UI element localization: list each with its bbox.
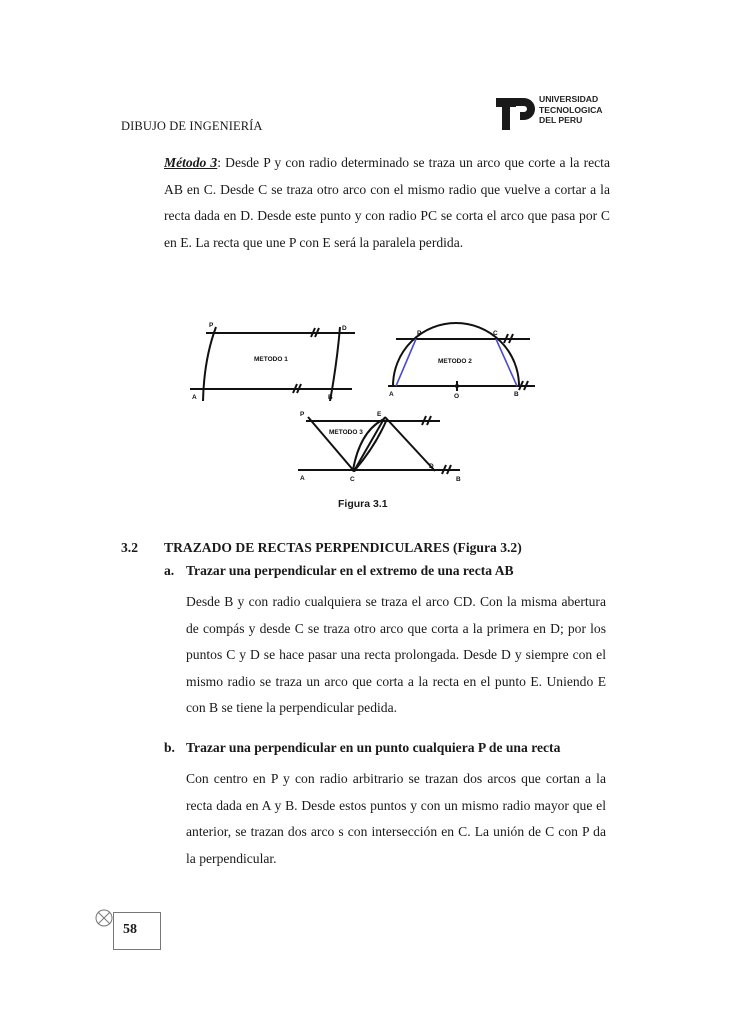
page-number-box [113, 912, 161, 950]
m3-line-ce [354, 417, 385, 471]
metodo3-paragraph [164, 150, 610, 256]
sub-a-paragraph: Desde B y con radio cualquiera se traza el arco CD. Con la misma abertura de compás y desde C se traza otro arco que corta a la primera en D; por los puntos C y D se hace pasar una recta prolongada. Desde D y siempre con el mismo radio se traza un arco que corta a la recta en el punto E. Uniendo E con B se tiene la perpendicular pedida. [186, 594, 606, 715]
m3-title: METODO 3 [329, 429, 363, 436]
m3-label-d: D [429, 463, 434, 470]
header-title: DIBUJO DE INGENIERÍA [121, 119, 263, 133]
m3-label-b: B [456, 476, 461, 483]
m1-label-b: B [328, 394, 333, 401]
m3-label-a: A [300, 475, 305, 482]
utp-logo-icon [494, 92, 538, 134]
logo-line: TECNOLOGICA [539, 104, 603, 115]
section-number: 3.2 [121, 540, 138, 555]
sub-b-title: Trazar una perpendicular en un punto cualquiera P de una recta [186, 740, 561, 755]
logo-text [539, 94, 603, 126]
m2-label-c: C [493, 330, 498, 337]
m3-point-c [352, 468, 356, 472]
m2-semicircle [393, 323, 519, 386]
m2-label-b: B [514, 391, 519, 398]
m3-label-p: P [300, 411, 305, 418]
m2-title: METODO 2 [438, 358, 472, 365]
m1-label-a: A [192, 394, 197, 401]
logo-line: UNIVERSIDAD [539, 94, 599, 104]
m3-label-e: E [377, 411, 382, 418]
sub-b-paragraph: Con centro en P y con radio arbitrario se trazan dos arcos que cortan a la recta dada en A y B. Desde estos puntos y con un mismo radio mayor que el anterior, se trazan dos arco s con intersección en C. La unión de C con P da la perpendicular. [186, 771, 606, 866]
section-title: TRAZADO DE RECTAS PERPENDICULARES (Figura 3.2) [164, 540, 522, 555]
m3-label-c: C [350, 476, 355, 483]
metodo3-label: Método 3 [164, 155, 218, 170]
sub-a-title: Trazar una perpendicular en el extremo de una recta AB [186, 563, 514, 578]
page-number: 58 [123, 922, 137, 937]
logo-line: DEL PERU [539, 115, 583, 125]
figure-caption: Figura 3.1 [338, 498, 388, 510]
m1-label-p: P [209, 322, 214, 329]
m1-title: METODO 1 [254, 356, 288, 363]
university-logo [494, 92, 634, 134]
m2-label-p: P [417, 330, 422, 337]
m2-center-dot [455, 384, 459, 388]
figure-3-1 [180, 313, 550, 493]
metodo3-text: : Desde P y con radio determinado se traza un arco que corte a la recta AB en C. Desde C se traza otro arco con el mismo radio que vuelve a cortar a la recta dada en D. Desde este punto y con radio PC se corta el arco que pasa por C en E. La recta que une P con E será la paralela perdida. [164, 155, 610, 250]
m2-label-o: O [454, 393, 460, 400]
m1-label-d: D [342, 325, 347, 332]
m2-label-a: A [389, 391, 394, 398]
sub-b-letter: b. [164, 740, 175, 755]
sub-a-letter: a. [164, 563, 175, 578]
m3-line-pc [308, 417, 354, 471]
